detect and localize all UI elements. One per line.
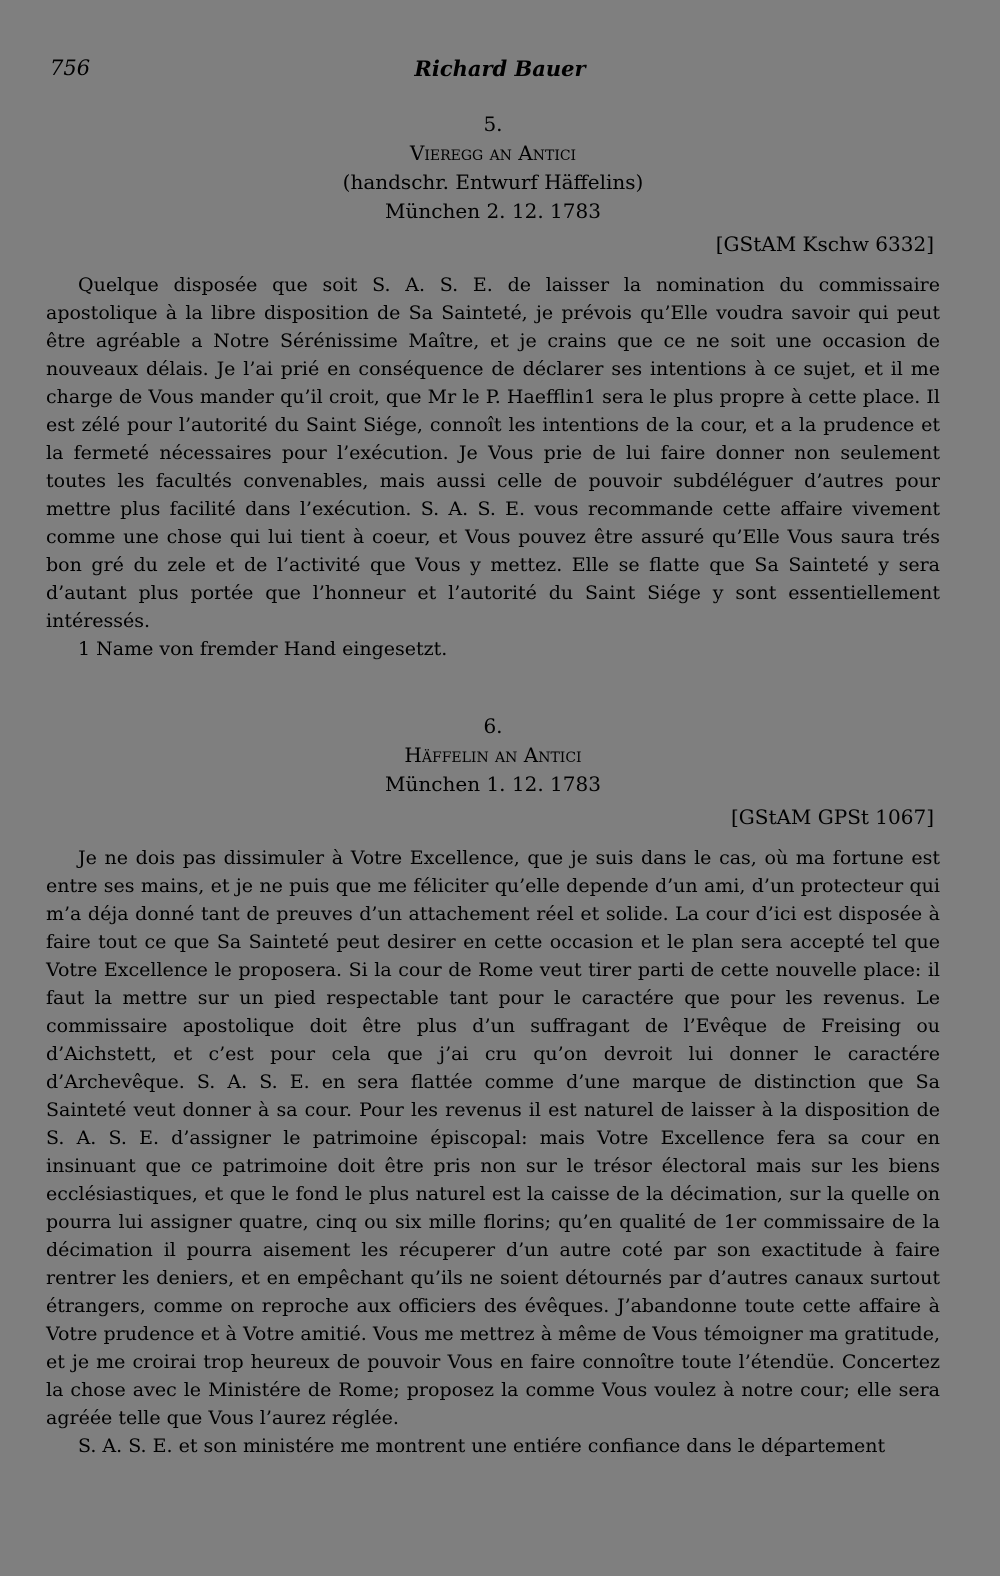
letter-paragraph: Quelque disposée que soit S. A. S. E. de laisser la nomination du commissaire apostolique à la libre disposition de Sa Sainteté, je prévois qu’Elle voudra savoir qui peut être agréable a Notre Sérénissime Maître, et je crains que ce ne soit une occasion de nouveaux délais. Je l’ai prié en conséquence de déclarer ses intentions à ce sujet, et il me charge de Vous mander qu’il croit, que Mr le P. Haefflin1 sera le plus propre à cette place. Il est zélé pour l’autorité du Saint Siége, connoît les intentions de la cour, et a la prudence et la fermeté nécessaires pour l’exécution. Je Vous prie de lui faire donner non seulement toutes les facultés convenables, mais aussi celle de pouvoir subdéléguer d’autres pour mettre plus facilité dans l’exécution. S. A. S. E. vous recommande cette affaire vivement comme une chose qui lui tient à coeur, et Vous pouvez être assuré qu’Elle Vous saura trés bon gré du zele et de l’activité que Vous y mettez. Elle se flatte que Sa Sainteté y sera d’autant plus portée que l’honneur et l’autorité du Saint Siége y sont essentiellement intéressés. (46, 274, 940, 632)
section-place-date: München 2. 12. 1783 (385, 199, 601, 223)
letter-paragraph: S. A. S. E. et son ministére me montrent une entiére confiance dans le département (78, 1435, 886, 1457)
section-title: Vieregg an Antici (409, 141, 577, 165)
letter-paragraph: Je ne dois pas dissimuler à Votre Excellence, que je suis dans le cas, où ma fortune est entre ses mains, et je ne puis que me féliciter qu’elle depende d’un ami, d’un protecteur qui m’a déja donné tant de preuves d’un attachement réel et solide. La cour d’ici est disposée à faire tout ce que Sa Sainteté peut desirer en cette occasion et le plan sera accepté tel que Votre Excellence le proposera. Si la cour de Rome veut tirer parti de cette nouvelle place: il faut la mettre sur un pied respectable tant pour le caractére que pour les revenus. Le commissaire apostolique doit être plus d’un suffragant de l’Evêque de Freising ou d’Aichstett, et c’est pour cela que j’ai cru qu’on devroit lui donner le caractére d’Archevêque. S. A. S. E. en sera flattée comme d’une marque de distinction que Sa Sainteté veut donner à sa cour. Pour les revenus il est naturel de laisser à la disposition de S. A. S. E. d’assigner le patrimoine épiscopal: mais Votre Excellence fera sa cour en insinuant que ce patrimoine doit être pris non sur le trésor électoral mais sur les biens ecclésiastiques, et que le fond le plus naturel est la caisse de la décimation, sur la quelle on pourra lui assigner quatre, cinq ou six mille florins; qu’en qualité de 1er commissaire de la décimation il pourra aisement les récuperer d’un autre coté par son exactitude à faire rentrer les deniers, et en empêchant qu’ils ne soient détournés par d’autres canaux surtout étrangers, comme on reproche aux officiers des évêques. J’abandonne toute cette affaire à Votre prudence et à Votre amitié. Vous me mettrez à même de Vous témoigner ma gratitude, et je me croirai trop heureux de pouvoir Vous en faire connoître toute l’étendüe. Concertez la chose avec le Ministére de Rome; proposez la comme Vous voulez à notre cour; elle sera agréée telle que Vous l’aurez réglée. (46, 847, 940, 1429)
archive-source: [GStAM Kschw 6332] (715, 232, 934, 256)
section-subtitle: (handschr. Entwurf Häffelins) (342, 170, 644, 194)
running-head: Richard Bauer (414, 56, 586, 81)
archive-source: [GStAM GPSt 1067] (730, 805, 934, 829)
page-header (48, 56, 952, 86)
document-section-5 (46, 110, 940, 663)
section-title: Häffelin an Antici (404, 743, 582, 767)
page-number: 756 (50, 56, 91, 80)
section-number: 5. (483, 112, 503, 136)
document-section-6 (46, 712, 940, 1460)
footnote: 1 Name von fremder Hand eingesetzt. (78, 638, 448, 660)
section-place-date: München 1. 12. 1783 (385, 772, 601, 796)
section-number: 6. (483, 714, 503, 738)
